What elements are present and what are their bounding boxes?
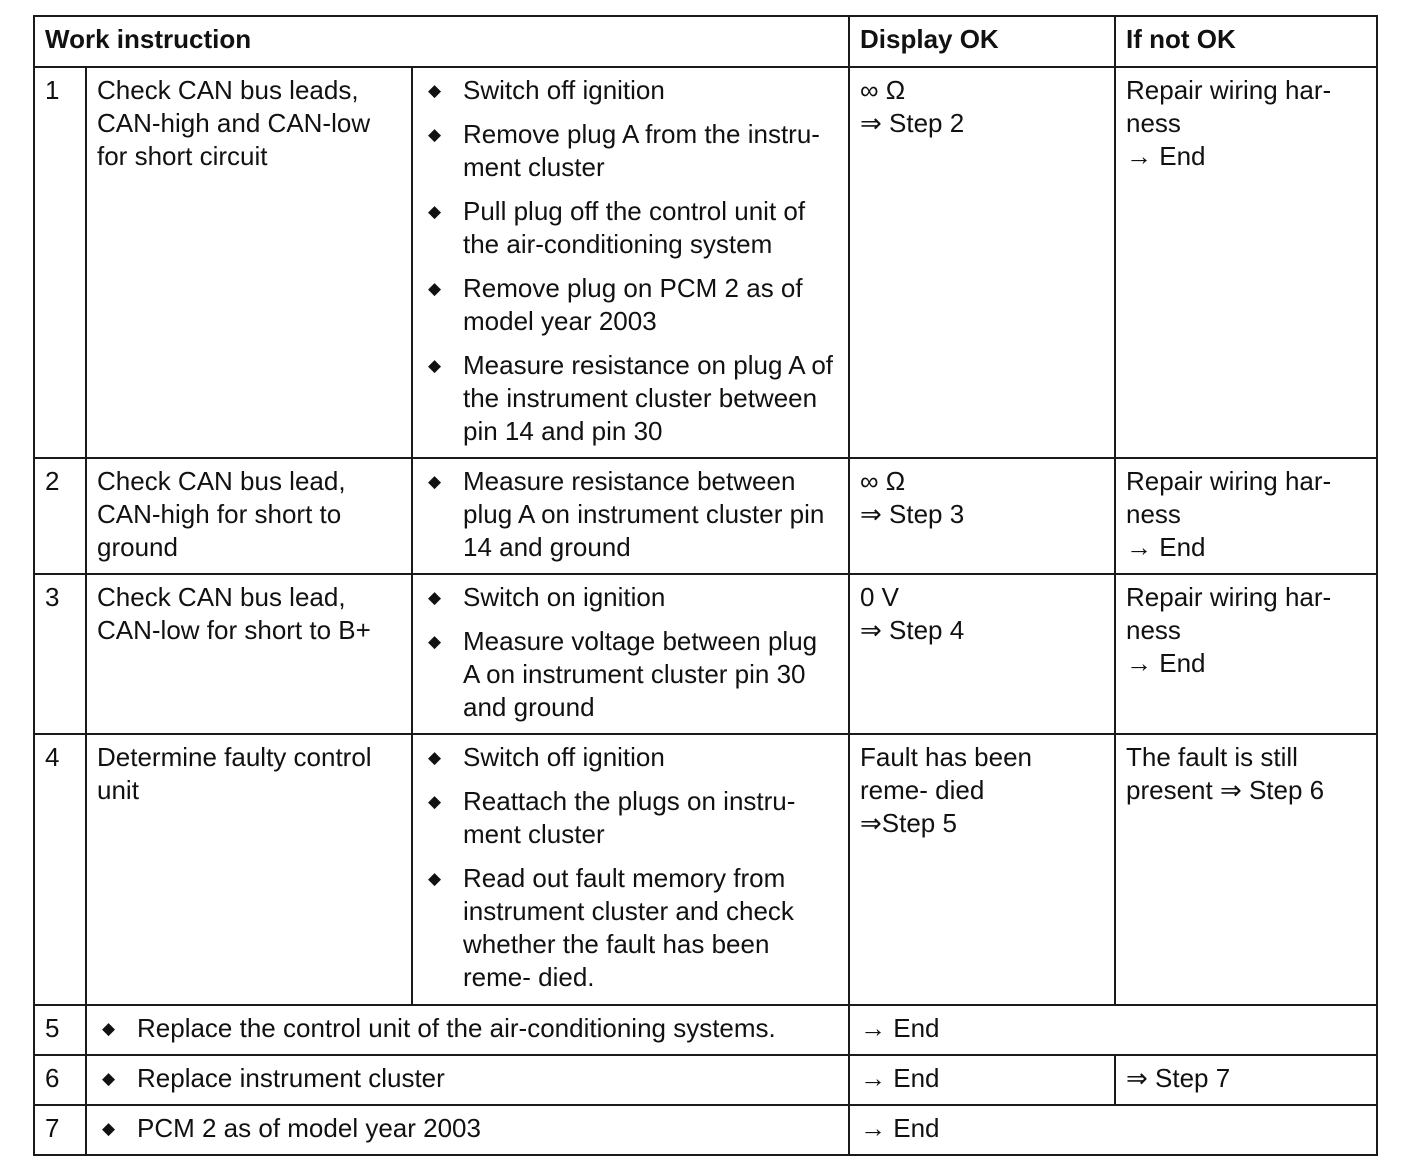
header-display-ok: Display OK: [849, 16, 1115, 67]
action-cell: ◆ Replace instrument cluster: [86, 1055, 849, 1105]
diamond-bullet-icon: ◆: [102, 1119, 116, 1138]
display-ok-cell: → End: [849, 1105, 1377, 1155]
if-not-ok-cell: Repair wiring har- ness → End: [1115, 574, 1377, 734]
task-description: Check CAN bus lead, CAN-low for short to B+: [86, 574, 412, 734]
table-row: [34, 574, 1377, 734]
if-not-ok-cell: ⇒ Step 7: [1115, 1055, 1377, 1105]
step-actions: [412, 67, 849, 458]
diamond-bullet-icon: ◆: [428, 869, 442, 888]
if-not-ok-cell: The fault is still present ⇒ Step 6: [1115, 734, 1377, 1005]
display-ok-cell: ∞ Ω ⇒ Step 3: [849, 458, 1115, 574]
table-header-row: [34, 16, 1377, 67]
diamond-bullet-icon: ◆: [428, 125, 442, 144]
list-item: ◆ Measure resistance between plug A on instrument cluster pin 14 and ground: [428, 466, 825, 562]
display-ok-cell: Fault has been reme- died ⇒Step 5: [849, 734, 1115, 1005]
table-row: [34, 1055, 1377, 1105]
step-actions: [412, 458, 849, 574]
diamond-bullet-icon: ◆: [428, 588, 442, 607]
header-work-instruction: Work instruction: [34, 16, 849, 67]
list-item: ◆ Switch on ignition: [428, 582, 666, 612]
diamond-bullet-icon: ◆: [428, 472, 442, 491]
list-item: ◆ Switch off ignition: [428, 75, 665, 105]
step-number: 3: [34, 574, 86, 734]
task-description: Determine faulty control unit: [86, 734, 412, 1005]
step-actions: [412, 734, 849, 1005]
step-number: 6: [34, 1055, 86, 1105]
table-row: [34, 734, 1377, 1005]
display-ok-cell: → End: [849, 1005, 1377, 1055]
step-number: 1: [34, 67, 86, 458]
diamond-bullet-icon: ◆: [102, 1069, 116, 1088]
action-cell: ◆ Replace the control unit of the air-conditioning systems.: [86, 1005, 849, 1055]
list-item: ◆ Switch off ignition: [428, 742, 665, 772]
diamond-bullet-icon: ◆: [428, 202, 442, 221]
list-item: ◆ Reattach the plugs on instru- ment cluster: [428, 786, 796, 849]
diamond-bullet-icon: ◆: [428, 632, 442, 651]
step-number: 7: [34, 1105, 86, 1155]
step-number: 4: [34, 734, 86, 1005]
header-if-not-ok: If not OK: [1115, 16, 1377, 67]
task-description: Check CAN bus lead, CAN-high for short to ground: [86, 458, 412, 574]
work-instruction-table: [33, 15, 1378, 1156]
table-row: [34, 458, 1377, 574]
list-item: ◆ Measure voltage between plug A on instrument cluster pin 30 and ground: [428, 626, 818, 722]
step-number: 5: [34, 1005, 86, 1055]
table-row: [34, 1105, 1377, 1155]
list-item: ◆ Remove plug A from the instru- ment cluster: [428, 119, 820, 182]
diamond-bullet-icon: ◆: [428, 279, 442, 298]
display-ok-cell: → End: [849, 1055, 1115, 1105]
list-item: ◆ Measure resistance on plug A of the instrument cluster between pin 14 and pin 30: [428, 350, 834, 446]
display-ok-cell: 0 V ⇒ Step 4: [849, 574, 1115, 734]
display-ok-cell: ∞ Ω ⇒ Step 2: [849, 67, 1115, 458]
diamond-bullet-icon: ◆: [428, 81, 442, 100]
step-number: 2: [34, 458, 86, 574]
diamond-bullet-icon: ◆: [428, 356, 442, 375]
list-item: ◆ Pull plug off the control unit of the air-conditioning system: [428, 196, 806, 259]
table-row: [34, 67, 1377, 458]
diamond-bullet-icon: ◆: [102, 1019, 116, 1038]
diamond-bullet-icon: ◆: [428, 792, 442, 811]
if-not-ok-cell: Repair wiring har- ness → End: [1115, 67, 1377, 458]
list-item: ◆ Remove plug on PCM 2 as of model year 2003: [428, 273, 803, 336]
diamond-bullet-icon: ◆: [428, 748, 442, 767]
if-not-ok-cell: Repair wiring har- ness → End: [1115, 458, 1377, 574]
action-cell: ◆ PCM 2 as of model year 2003: [86, 1105, 849, 1155]
step-actions: [412, 574, 849, 734]
task-description: Check CAN bus leads, CAN-high and CAN-low for short circuit: [86, 67, 412, 458]
table-row: [34, 1005, 1377, 1055]
list-item: ◆ Read out fault memory from instrument cluster and check whether the fault has been reme- died.: [428, 863, 794, 992]
